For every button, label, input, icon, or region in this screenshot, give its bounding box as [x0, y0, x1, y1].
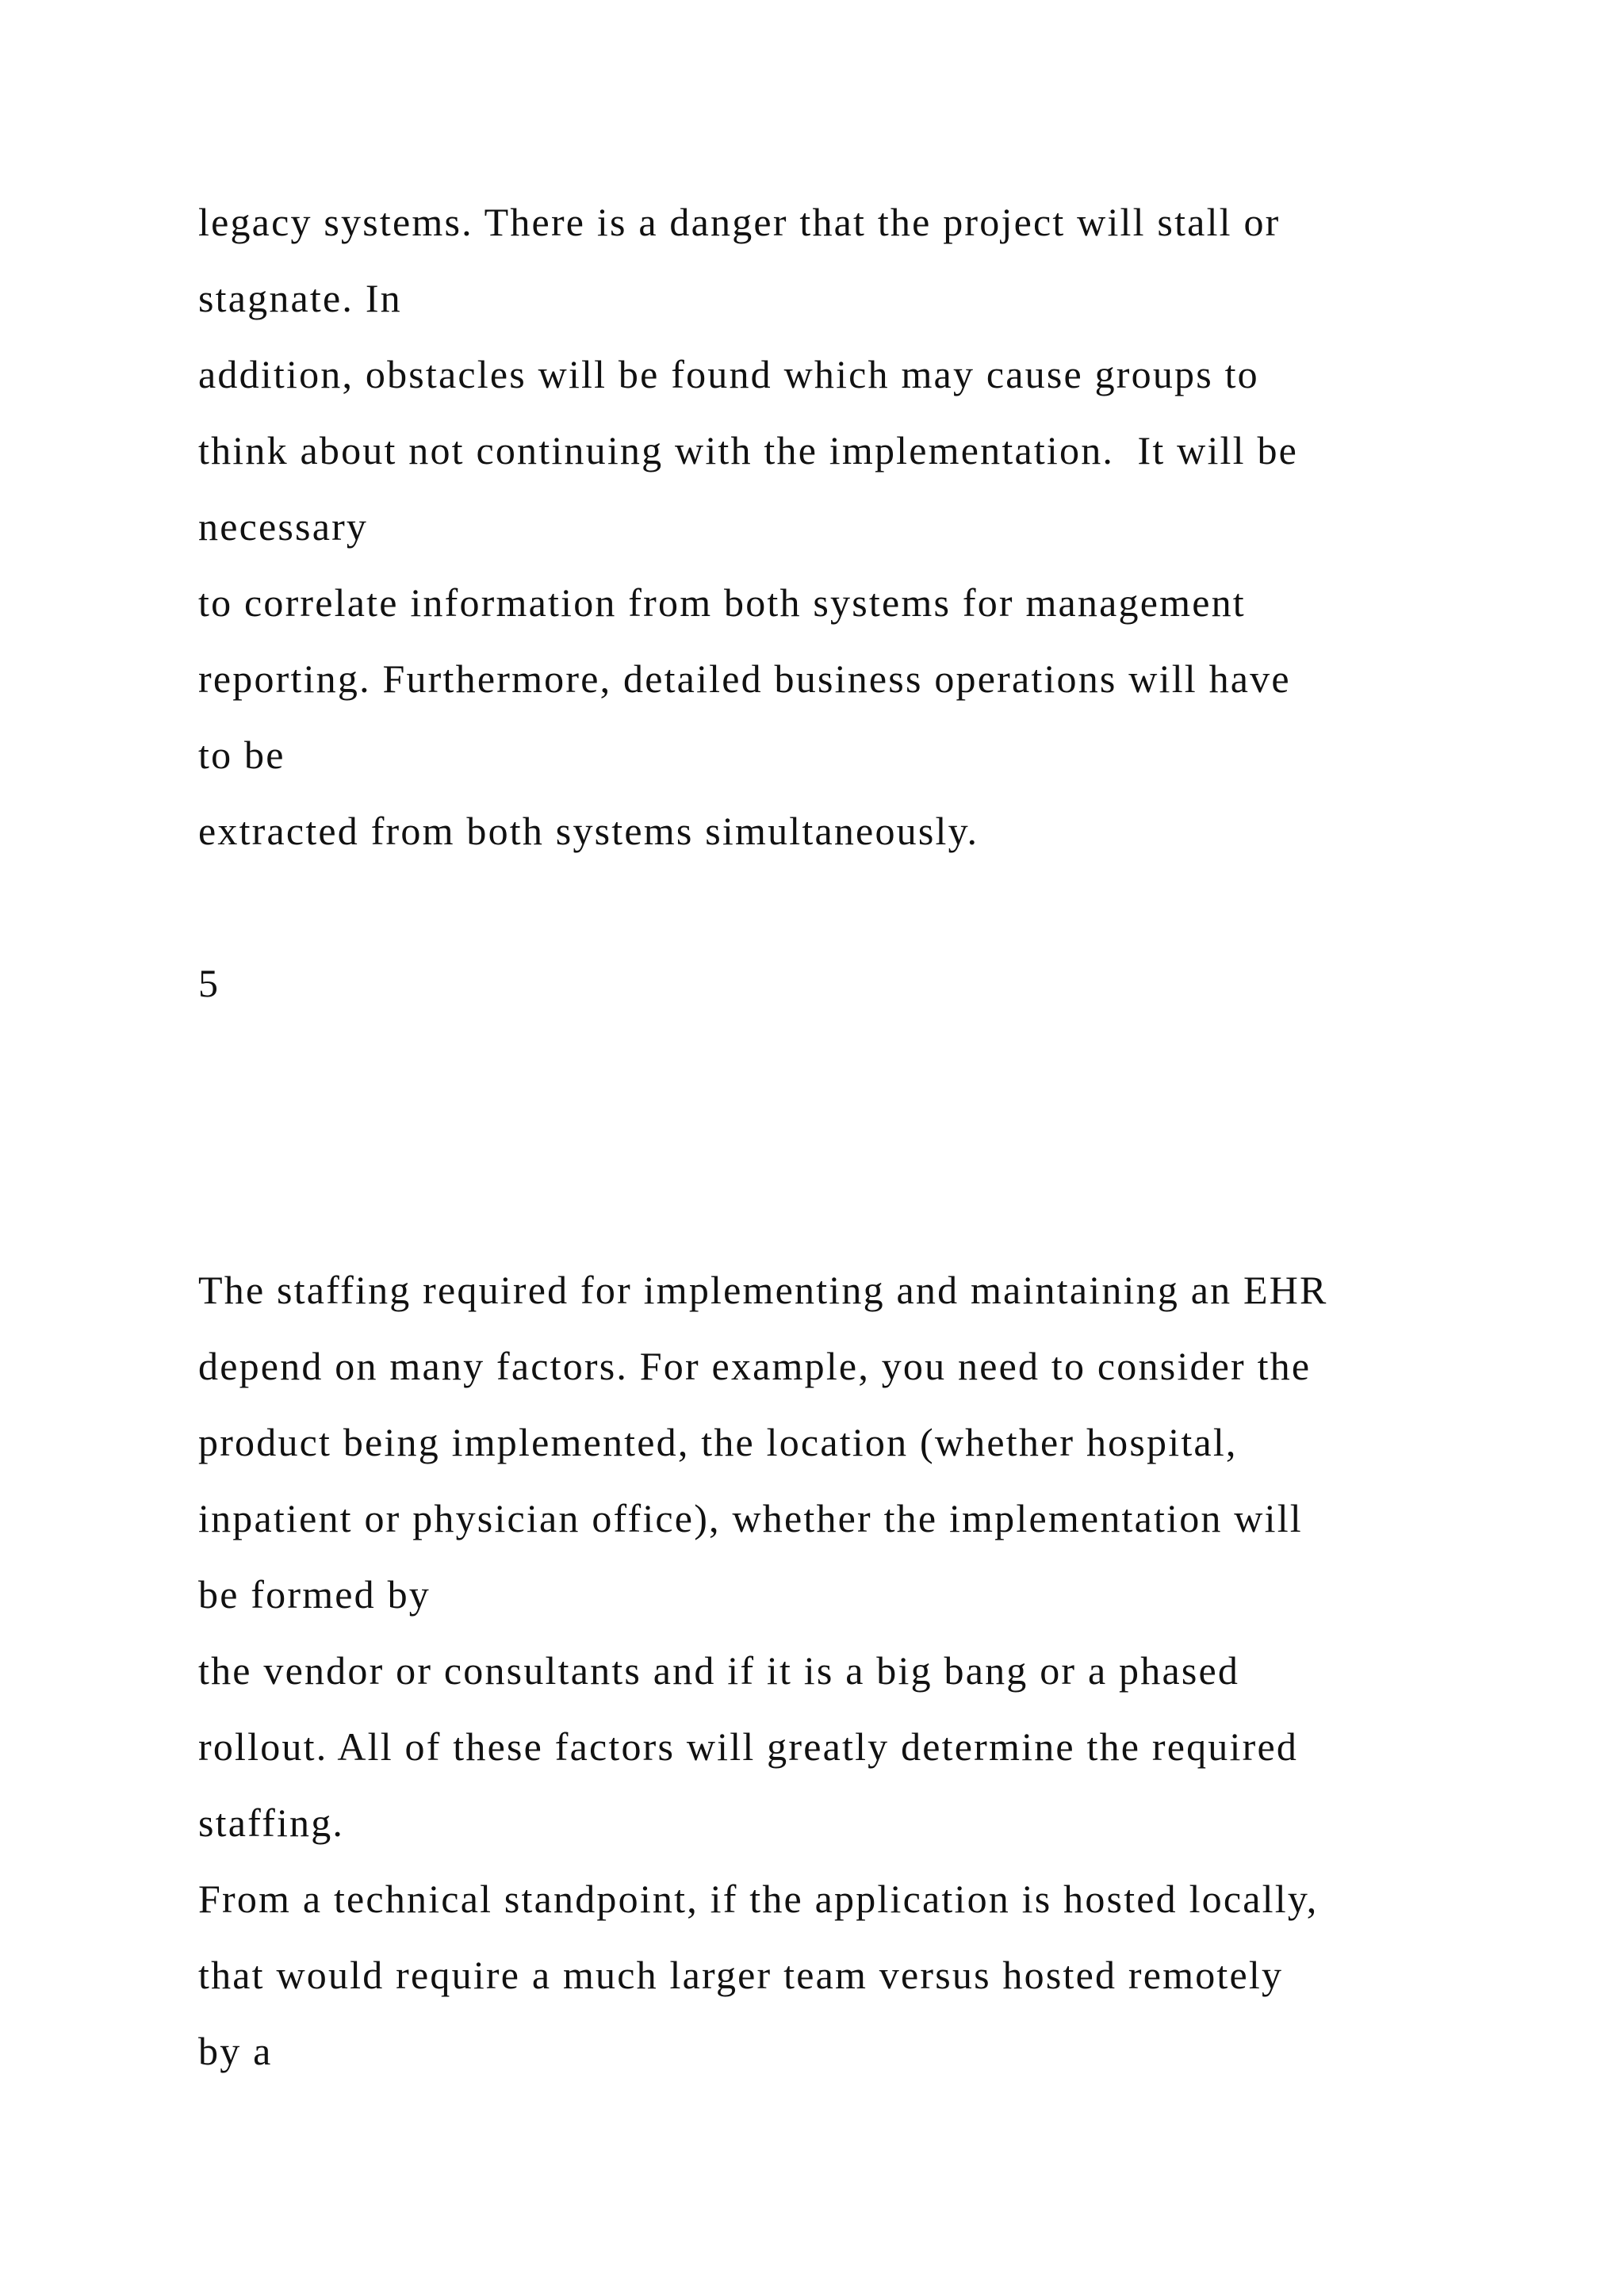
- text-line: staffing.: [198, 1800, 345, 1845]
- text-line: The staffing required for implementing and maintaining an EHR: [198, 1268, 1328, 1312]
- text-line: product being implemented, the location (whether hospital,: [198, 1420, 1238, 1464]
- text-line: that would require a much larger team versus hosted remotely: [198, 1953, 1284, 1997]
- text-line: reporting. Furthermore, detailed business operations will have: [198, 656, 1291, 701]
- text-line: think about not continuing with the implementation. It will be: [198, 428, 1299, 473]
- text-line: From a technical standpoint, if the application is hosted locally,: [198, 1877, 1319, 1921]
- text-line: legacy systems. There is a danger that the project will stall or: [198, 200, 1281, 244]
- text-line: by a: [198, 2029, 273, 2073]
- text-line: the vendor or consultants and if it is a big bang or a phased: [198, 1648, 1240, 1693]
- text-line: stagnate. In: [198, 276, 402, 320]
- text-line: to correlate information from both systems for management: [198, 580, 1246, 625]
- text-line: depend on many factors. For example, you need to consider the: [198, 1344, 1312, 1388]
- page-number: 5: [198, 961, 220, 1005]
- text-line: rollout. All of these factors will greatly determine the required: [198, 1724, 1299, 1769]
- text-line: be formed by: [198, 1572, 431, 1617]
- text-line: addition, obstacles will be found which may cause groups to: [198, 352, 1259, 396]
- text-line: to be: [198, 733, 285, 777]
- text-line: extracted from both systems simultaneously.: [198, 809, 979, 853]
- text-line: necessary: [198, 504, 369, 549]
- text-line: inpatient or physician office), whether the implementation will: [198, 1496, 1303, 1540]
